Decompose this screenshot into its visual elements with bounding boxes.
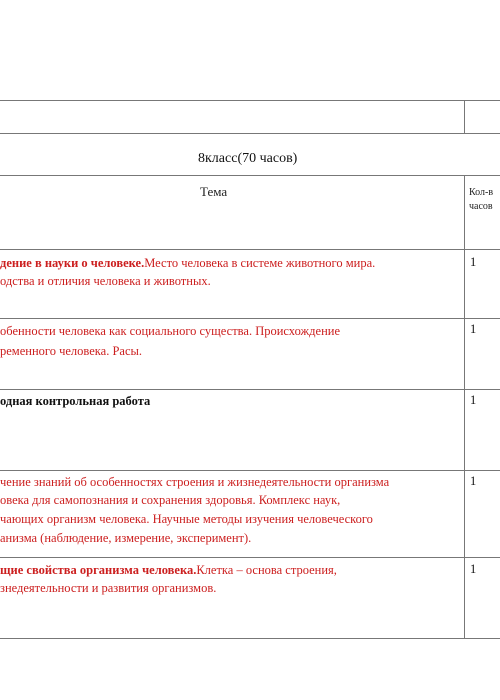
grade-caption-hours: (70 часов) — [237, 151, 298, 166]
header-bottom-border — [0, 249, 500, 250]
table-row-2-line-1: обенности человека как социального существа. Происхождение — [0, 324, 340, 338]
table-row-1-line-1 — [0, 253, 375, 273]
table-row-4-line-3: чающих организм человека. Научные методы изучения человеческого — [0, 512, 373, 526]
header-count-line2: часов — [469, 201, 493, 212]
header-topic: Тема — [200, 184, 228, 199]
row-2-bottom-border — [0, 389, 500, 390]
header-count-line1: Кол-в — [469, 187, 494, 198]
table-row-2-line-2: ременного человека. Расы. — [0, 344, 143, 358]
table-row-4-line-4: анизма (наблюдение, измерение, эксперимент). — [0, 531, 252, 545]
table-bottom-border — [0, 638, 500, 639]
table-row-5-line-1 — [0, 560, 337, 580]
table-row-4-line-1: чение знаний об особенностях строения и жизнедеятельности организма — [0, 475, 390, 489]
row-1-bottom-border — [0, 318, 500, 319]
table-row-1-line-2: одства и отличия человека и животных. — [0, 274, 211, 288]
row-5-bold-title: щие свойства организма человека. — [0, 563, 197, 577]
row-5-text: Клетка – основа строения, — [196, 563, 337, 577]
row-5-hours: 1 — [470, 562, 477, 576]
top-table-border — [0, 100, 500, 101]
row-4-hours: 1 — [470, 474, 477, 488]
row-3-bottom-border — [0, 470, 500, 471]
table-row-4-line-2: овека для самопознания и сохранения здоровья. Комплекс наук, — [0, 493, 341, 507]
hours-column-divider — [464, 175, 465, 639]
grade-caption-main: 8класс — [198, 151, 238, 166]
grade-caption — [198, 151, 297, 167]
row-1-text: Место человека в системе животного мира. — [144, 256, 376, 270]
top-table-divider — [464, 100, 465, 134]
table-top-border — [0, 175, 500, 176]
row-4-bottom-border — [0, 557, 500, 558]
row-1-bold-title: дение в науки о человеке. — [0, 256, 145, 270]
table-row-3-line-1: одная контрольная работа — [0, 394, 151, 408]
table-row-5-line-2: знедеятельности и развития организмов. — [0, 581, 217, 595]
row-3-hours: 1 — [470, 393, 477, 407]
top-table-border-bottom — [0, 133, 500, 134]
row-1-hours: 1 — [470, 255, 477, 269]
row-2-hours: 1 — [470, 322, 477, 336]
